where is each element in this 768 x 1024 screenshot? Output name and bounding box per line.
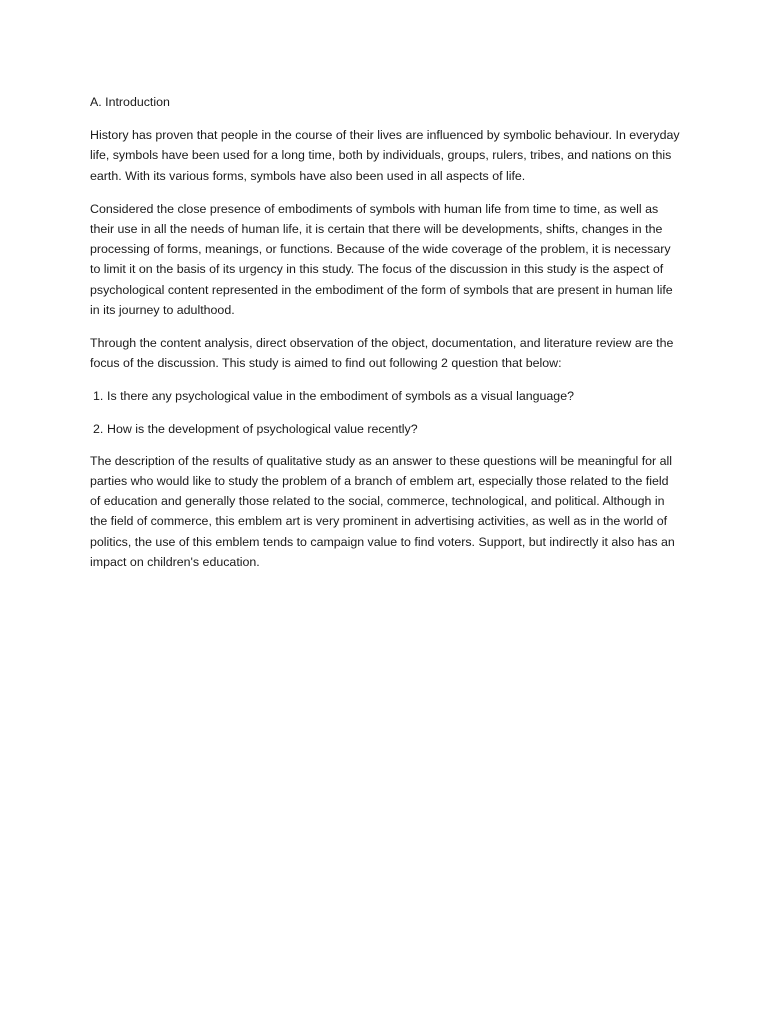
paragraph-history: History has proven that people in the course of their lives are influenced by symbolic behaviour. In everyday life, symbols have been used for a long time, both by individuals, groups, rulers, tribes, and nations on this earth. With its various forms, symbols have also been used in all aspects of life.	[90, 128, 680, 183]
question-number: 1.	[93, 389, 104, 404]
section-heading: A. Introduction	[90, 95, 170, 109]
paragraph-description: The description of the results of qualitative study as an answer to these questions will be meaningful for all parties who would like to study the problem of a branch of emblem art, especially those related to the field of education and generally those related to the social, commerce, technological, and political. Although in the field of commerce, this emblem art is very prominent in advertising activities, as well as in the world of politics, the use of this emblem tends to campaign value to find voters. Support, but indirectly it also has an impact on children's education.	[90, 453, 675, 569]
question-list	[90, 386, 682, 438]
paragraph-considered: Considered the close presence of embodiments of symbols with human life from time to time, as well as their use in all the needs of human life, it is certain that there will be developments, shifts, changes in the processing of forms, meanings, or functions. Because of the wide coverage of the problem, it is necessary to limit it on the basis of its urgency in this study. The focus of the discussion in this study is the aspect of psychological content represented in the embodiment of the form of symbols that are present in human life in its journey to adulthood.	[90, 201, 673, 317]
paragraph-content-analysis: Through the content analysis, direct observation of the object, documentation, and literature review are the focus of the discussion. This study is aimed to find out following 2 question that below:	[90, 336, 674, 371]
question-text: Is there any psychological value in the embodiment of symbols as a visual language?	[107, 389, 574, 404]
question-item	[93, 419, 682, 439]
question-number: 2.	[93, 421, 104, 436]
question-text: How is the development of psychological value recently?	[107, 421, 418, 436]
question-item	[93, 386, 682, 406]
document-body	[90, 92, 682, 585]
